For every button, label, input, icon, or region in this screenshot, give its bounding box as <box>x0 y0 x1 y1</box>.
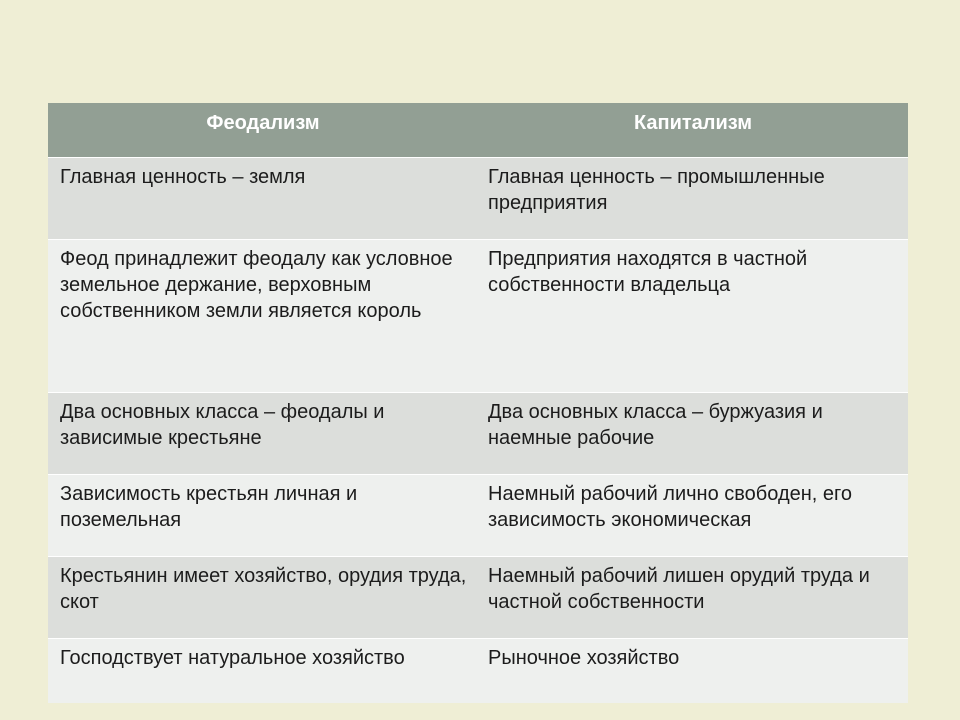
table-row <box>48 158 908 240</box>
table-cell: Предприятия находятся в частной собственности владельца <box>478 240 908 393</box>
table-cell: Главная ценность – земля <box>48 158 478 240</box>
comparison-table <box>48 103 908 703</box>
header-feudalism: Феодализм <box>48 103 478 158</box>
table-cell: Господствует натуральное хозяйство <box>48 639 478 704</box>
table-cell: Феод принадлежит феодалу как условное земельное держание, верховным собственником земли является король <box>48 240 478 393</box>
table-cell: Главная ценность – промышленные предприятия <box>478 158 908 240</box>
table-cell: Крестьянин имеет хозяйство, орудия труда, скот <box>48 557 478 639</box>
table-cell: Два основных класса – буржуазия и наемные рабочие <box>478 393 908 475</box>
table-cell: Рыночное хозяйство <box>478 639 908 704</box>
table-cell: Наемный рабочий лично свободен, его зависимость экономическая <box>478 475 908 557</box>
table-cell: Два основных класса – феодалы и зависимые крестьяне <box>48 393 478 475</box>
table-row <box>48 240 908 393</box>
table-row <box>48 639 908 704</box>
comparison-table-container <box>48 103 908 703</box>
header-capitalism: Капитализм <box>478 103 908 158</box>
table-row <box>48 475 908 557</box>
table-header-row <box>48 103 908 158</box>
table-row <box>48 557 908 639</box>
table-row <box>48 393 908 475</box>
table-cell: Зависимость крестьян личная и поземельная <box>48 475 478 557</box>
table-cell: Наемный рабочий лишен орудий труда и частной собственности <box>478 557 908 639</box>
